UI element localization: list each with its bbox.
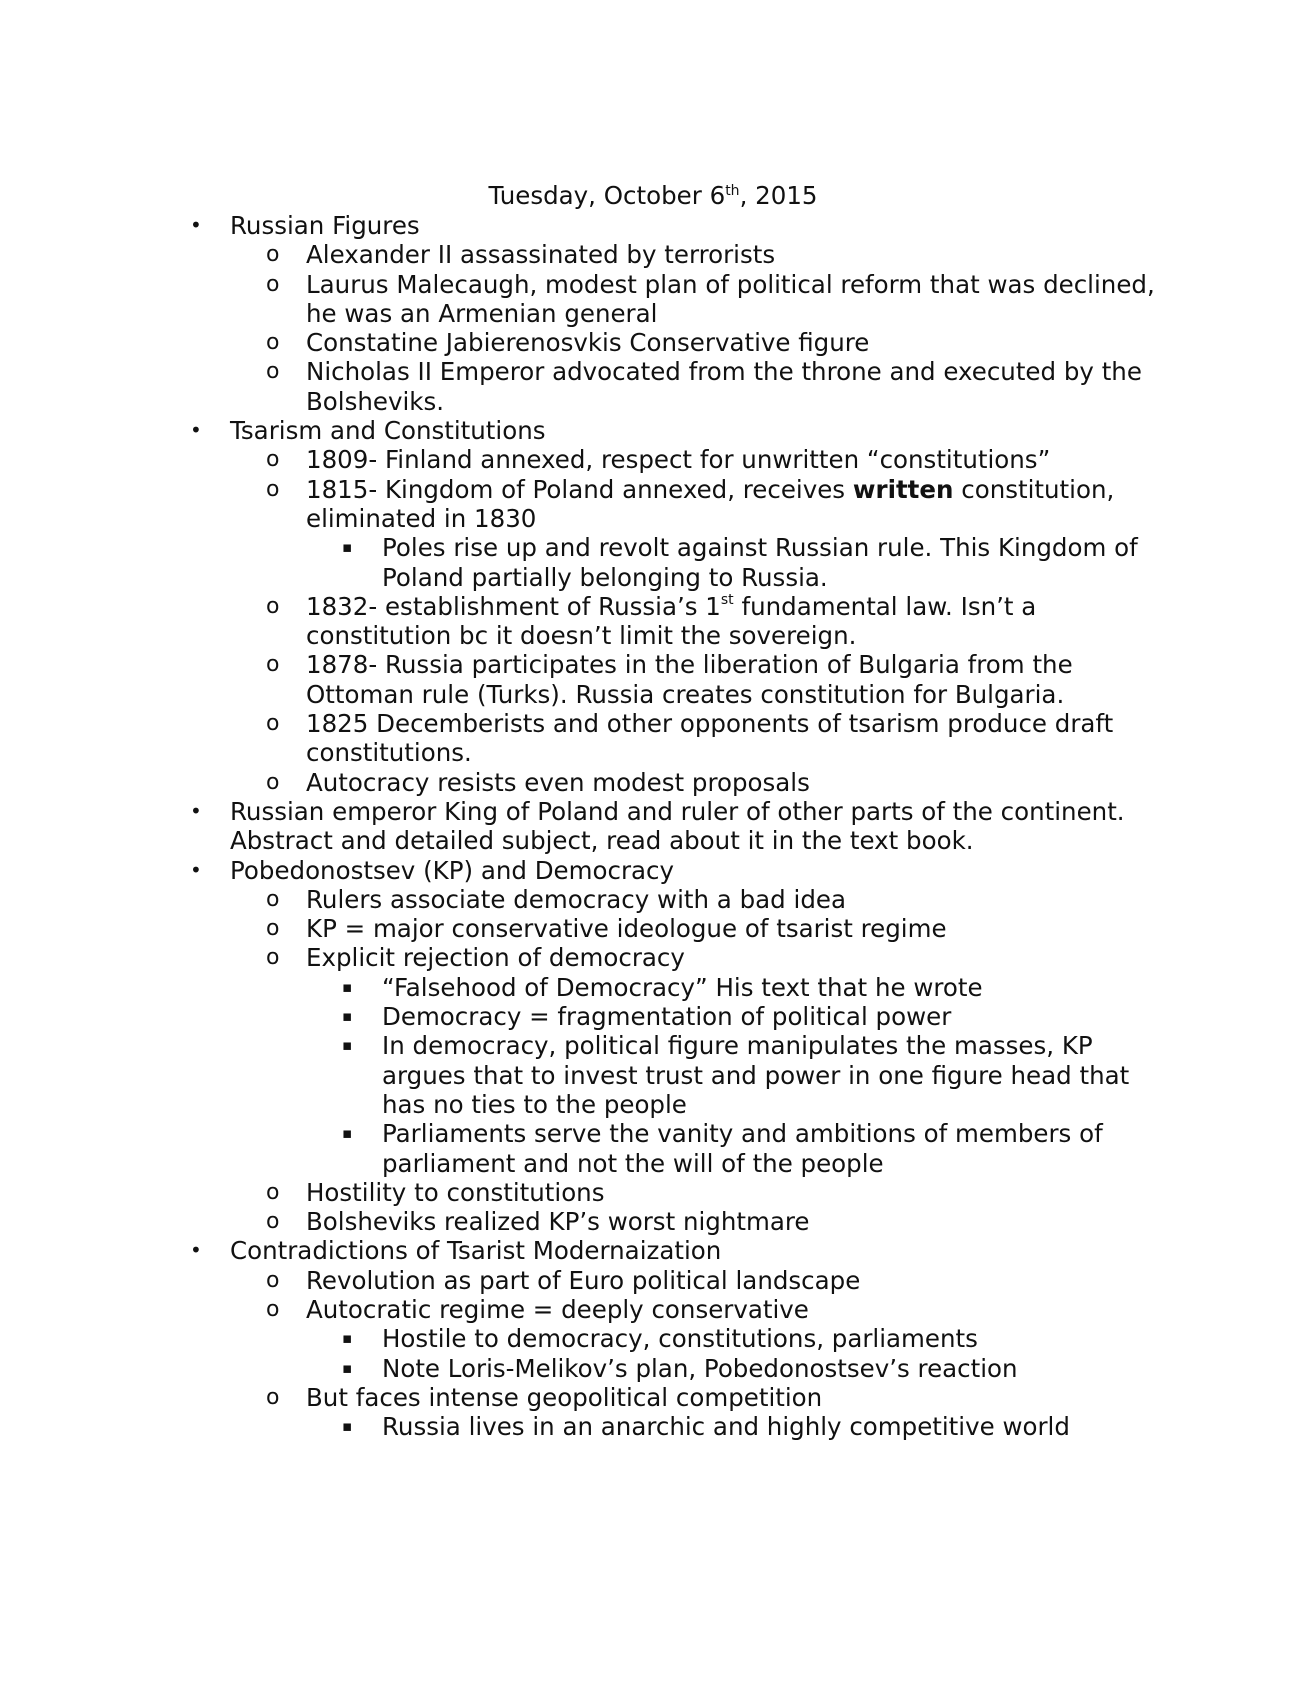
sub-subitem (0, 1324, 1152, 1353)
bullet-circle: o (266, 1179, 280, 1205)
subitem-text-pre: 1832- establishment of Russia’s 1 (306, 591, 721, 621)
section-item (0, 416, 1150, 445)
subitem (0, 445, 1156, 474)
section-item (0, 211, 1150, 240)
subitem-text (306, 475, 1156, 534)
subitem (0, 240, 1156, 269)
date-year: , 2015 (739, 181, 818, 210)
sub-subitem-text: Poles rise up and revolt against Russian rule. This Kingdom of Poland partially belonging to Russia. (382, 533, 1138, 592)
bullet-circle: o (266, 271, 280, 297)
sub-subitem-text: Russia lives in an anarchic and highly competitive world (382, 1412, 1070, 1442)
subitem (0, 592, 1156, 651)
subitem (0, 885, 1156, 914)
sub-subitem-text: Hostile to democracy, constitutions, parliaments (382, 1324, 978, 1354)
bullet-circle: o (266, 652, 280, 678)
bullet-circle: o (266, 945, 280, 971)
subitem-text: Constatine Jabierenosvkis Conservative figure (306, 328, 870, 358)
subitem-text: Alexander II assassinated by terrorists (306, 240, 776, 270)
bullet-circle: o (266, 1296, 280, 1322)
sub-subitem (0, 1412, 1152, 1441)
bullet-circle: o (266, 1209, 280, 1235)
subitem-text (306, 592, 1156, 651)
sub-subitem-text: Democracy = fragmentation of political power (382, 1002, 952, 1032)
section-heading: Pobedonostsev (KP) and Democracy (230, 855, 675, 885)
subitem (0, 914, 1156, 943)
sub-subitem (0, 533, 1152, 592)
section-item (0, 856, 1150, 885)
subitem (0, 943, 1156, 972)
subitem-text-pre: 1815- Kingdom of Poland annexed, receives (306, 474, 853, 504)
sub-subitem (0, 1031, 1152, 1119)
subitem-text: Hostility to constitutions (306, 1177, 605, 1207)
subitem (0, 768, 1156, 797)
subitem (0, 357, 1156, 416)
subitem (0, 1207, 1156, 1236)
subitem-text-sup: st (720, 591, 734, 608)
bullet-circle: o (266, 1267, 280, 1293)
subitem-text: Bolsheviks realized KP’s worst nightmare (306, 1207, 810, 1237)
bullet-circle: o (266, 359, 280, 385)
bullet-square: ▪ (342, 1124, 353, 1143)
subitem (0, 709, 1156, 768)
bullet-circle: o (266, 242, 280, 268)
bullet-circle: o (266, 1384, 280, 1410)
subitem (0, 1383, 1156, 1412)
section-item (0, 1236, 1150, 1265)
bullet-square: ▪ (342, 1358, 353, 1377)
bullet-square: ▪ (342, 1417, 353, 1436)
subitem-text-post: constitution, eliminated in 1830 (306, 474, 1115, 533)
subitem-text: Rulers associate democracy with a bad idea (306, 884, 846, 914)
subitem-text: Autocracy resists even modest proposals (306, 767, 810, 797)
bullet-disc: • (190, 857, 202, 882)
subitem-text: Explicit rejection of democracy (306, 943, 685, 973)
section-item (0, 797, 1150, 856)
subitem-text: Revolution as part of Euro political landscape (306, 1265, 861, 1295)
subitem (0, 1178, 1156, 1207)
subitem (0, 328, 1156, 357)
sub-subitem (0, 1119, 1152, 1178)
subitem-text: 1809- Finland annexed, respect for unwritten “constitutions” (306, 445, 1051, 475)
subitem-text: But faces intense geopolitical competition (306, 1382, 823, 1412)
subitem-text: Autocratic regime = deeply conservative (306, 1294, 809, 1324)
bullet-circle: o (266, 886, 280, 912)
section-heading: Russian Figures (230, 211, 420, 240)
subitem-text: KP = major conservative ideologue of tsarist regime (306, 914, 947, 944)
bullet-disc: • (190, 418, 202, 443)
section-heading: Russian emperor King of Poland and ruler of other parts of the continent. Abstract and detailed subject, read about it in the text book. (230, 796, 1125, 856)
bullet-circle: o (266, 916, 280, 942)
subitem (0, 650, 1156, 709)
section-heading: Tsarism and Constitutions (230, 416, 546, 446)
subitem-text-post: fundamental law. Isn’t a constitution bc it doesn’t limit the sovereign. (306, 591, 1037, 651)
bullet-circle: o (266, 593, 280, 619)
subitem (0, 1266, 1156, 1295)
bullet-disc: • (190, 798, 202, 823)
subitem-text-bold: written (852, 474, 954, 504)
sub-subitem (0, 973, 1152, 1002)
sub-subitem-text: In democracy, political figure manipulates the masses, KP argues that to invest trust and power in one figure head that has no ties to the people (382, 1031, 1130, 1119)
date-superscript: th (725, 183, 740, 199)
subitem-text: Laurus Malecaugh, modest plan of political reform that was declined, he was an Armenian general (306, 269, 1155, 328)
subitem-text: Nicholas II Emperor advocated from the throne and executed by the Bolsheviks. (306, 357, 1142, 416)
sub-subitem (0, 1354, 1152, 1383)
subitem-text: 1878- Russia participates in the liberation of Bulgaria from the Ottoman rule (Turks). Russia creates constitution for Bulgaria. (306, 650, 1073, 709)
subitem (0, 270, 1156, 329)
bullet-square: ▪ (342, 538, 353, 557)
bullet-square: ▪ (342, 977, 353, 996)
sub-subitem-text: Parliaments serve the vanity and ambitions of members of parliament and not the will of the people (382, 1119, 1103, 1178)
sub-subitem-text: “Falsehood of Democracy” His text that he wrote (382, 972, 983, 1002)
bullet-square: ▪ (342, 1007, 353, 1026)
sub-subitem-text: Note Loris-Melikov’s plan, Pobedonostsev’s reaction (382, 1353, 1018, 1383)
bullet-circle: o (266, 769, 280, 795)
outline-list (0, 211, 1306, 1441)
bullet-circle: o (266, 711, 280, 737)
date-text: Tuesday, October 6 (488, 181, 726, 210)
subitem (0, 1295, 1156, 1324)
subitem (0, 475, 1156, 534)
page-title (0, 181, 1306, 211)
bullet-disc: • (190, 213, 202, 237)
bullet-circle: o (266, 330, 280, 356)
bullet-square: ▪ (342, 1036, 353, 1055)
sub-subitem (0, 1002, 1152, 1031)
subitem-text: 1825 Decemberists and other opponents of tsarism produce draft constitutions. (306, 709, 1114, 768)
section-heading: Contradictions of Tsarist Modernaization (230, 1236, 722, 1266)
bullet-circle: o (266, 447, 280, 473)
bullet-disc: • (190, 1238, 202, 1263)
bullet-circle: o (266, 476, 280, 502)
bullet-square: ▪ (342, 1329, 353, 1348)
